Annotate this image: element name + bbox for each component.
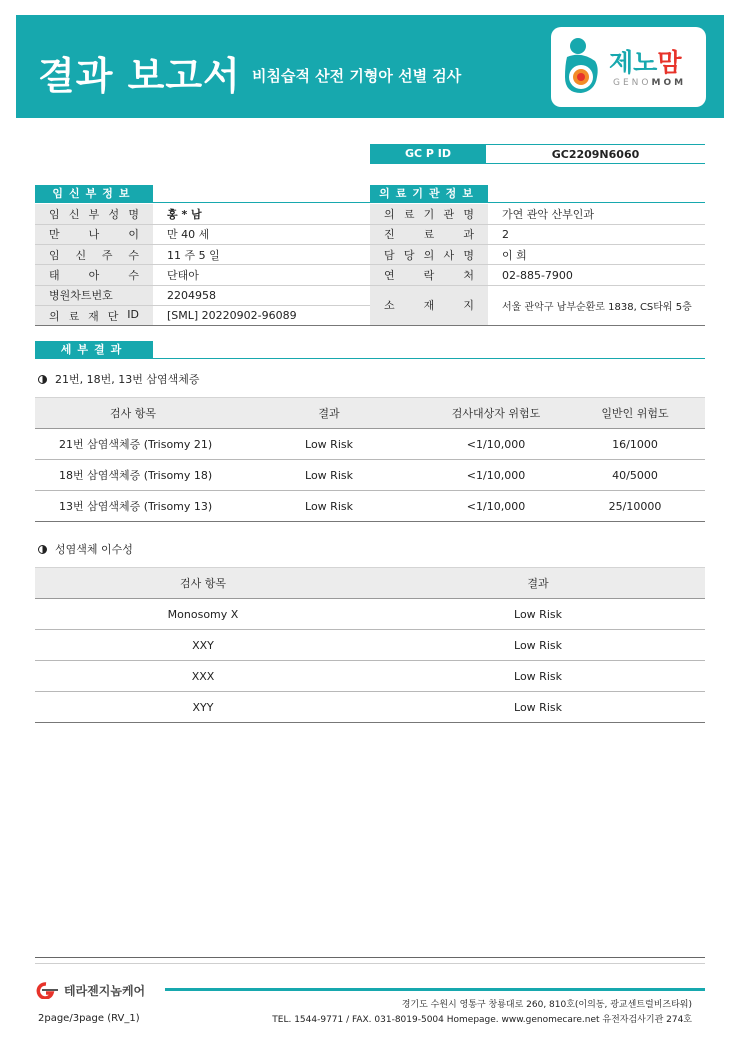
cell: 21번 삼염색체증 (Trisomy 21) [35, 429, 231, 460]
institution-dept: 2 [488, 224, 705, 244]
patient-name: 홍 * 남 [153, 204, 370, 224]
company-address: 경기도 수원시 영통구 창룡대로 260, 810호(이의동, 광교센트럴비즈타워) [401, 1000, 692, 1010]
cell: Low Risk [231, 491, 427, 522]
cell: XXX [35, 661, 371, 692]
patient-age: 만 40 세 [153, 224, 370, 244]
institution-label: 의 료 기 관 명 [370, 204, 488, 224]
col-header: 검사 항목 [35, 568, 371, 599]
institution-row [370, 224, 705, 244]
terragen-logo [32, 981, 145, 999]
logo-name-accent: 맘 [657, 48, 682, 77]
patient-row [35, 305, 370, 325]
patient-label: 의 료 재 단 ID [35, 305, 153, 325]
gcp-id-row [370, 144, 705, 164]
table-row [35, 661, 705, 692]
gcp-id-value: GC2209N6060 [486, 144, 705, 164]
patient-chart-no: 2204958 [153, 285, 370, 305]
logo-en-main: GENO [613, 78, 652, 88]
detail-section-title: 세부결과 [35, 341, 153, 359]
footer-divider-light [35, 963, 705, 964]
col-header: 일반인 위험도 [565, 398, 705, 429]
patient-row [35, 204, 370, 224]
institution-doctor: 이 희 [488, 245, 705, 265]
col-header: 검사 항목 [35, 398, 231, 429]
col-header: 결과 [231, 398, 427, 429]
genomom-logo [551, 27, 706, 107]
patient-label: 임 신 부 성 명 [35, 204, 153, 224]
institution-row [370, 245, 705, 265]
table-header-row [35, 398, 705, 429]
patient-section-bar [35, 185, 370, 203]
gcp-id-label: GC P ID [370, 144, 486, 164]
patient-label: 임 신 주 수 [35, 245, 153, 265]
institution-info-table [370, 204, 705, 326]
cell: Low Risk [371, 692, 705, 723]
cell: <1/10,000 [427, 429, 565, 460]
cell: Low Risk [371, 661, 705, 692]
institution-row [370, 204, 705, 224]
cell: XXY [35, 630, 371, 661]
institution-address: 서울 관악구 남부순환로 1838, CS타워 5층 [488, 285, 705, 326]
terragen-g-icon [32, 981, 60, 999]
page-number: 2page/3page (RV_1) [38, 1013, 140, 1024]
table-row [35, 429, 705, 460]
report-subtitle: 비침습적 산전 기형아 선별 검사 [252, 67, 462, 85]
company-contact: TEL. 1544-9771 / FAX. 031-8019-5004 Homepage. www.genomecare.net 유전자검사기관 274호 [272, 1015, 692, 1025]
institution-section-bar [370, 185, 705, 203]
table-row [35, 491, 705, 522]
report-title: 결과 보고서 [38, 54, 241, 98]
patient-label: 태 아 수 [35, 265, 153, 285]
table-row [35, 599, 705, 630]
sex-chrom-table [35, 567, 705, 723]
cell: <1/10,000 [427, 491, 565, 522]
table-header-row [35, 568, 705, 599]
patient-row [35, 224, 370, 244]
institution-row [370, 265, 705, 285]
logo-name-main: 제노 [609, 48, 658, 77]
institution-label: 진 료 과 [370, 224, 488, 244]
patient-foundation-id: [SML] 20220902-96089 [153, 305, 370, 325]
table-row [35, 630, 705, 661]
table-row [35, 692, 705, 723]
genomom-mother-icon [561, 37, 601, 97]
half-circle-icon [38, 375, 47, 384]
cell: <1/10,000 [427, 460, 565, 491]
cell: 40/5000 [565, 460, 705, 491]
institution-label: 연 락 처 [370, 265, 488, 285]
trisomy-heading-text: 21번, 18번, 13번 삼염색체증 [55, 373, 200, 386]
patient-row [35, 265, 370, 285]
cell: XYY [35, 692, 371, 723]
institution-section-title: 의료기관정보 [370, 185, 488, 203]
cell: 25/10000 [565, 491, 705, 522]
institution-phone: 02-885-7900 [488, 265, 705, 285]
col-header: 결과 [371, 568, 705, 599]
cell: 13번 삼염색체증 (Trisomy 13) [35, 491, 231, 522]
patient-label: 병원차트번호 [35, 285, 153, 305]
company-name: 테라젠지놈케어 [64, 983, 146, 998]
trisomy-heading [38, 371, 199, 387]
sex-chrom-heading [38, 541, 133, 557]
cell: 18번 삼염색체증 (Trisomy 18) [35, 460, 231, 491]
institution-name: 가연 관악 산부인과 [488, 204, 705, 224]
patient-gest-week: 11 주 5 일 [153, 245, 370, 265]
detail-section-bar [35, 341, 705, 359]
institution-label: 소 재 지 [370, 285, 488, 326]
cell: Low Risk [371, 599, 705, 630]
col-header: 검사대상자 위험도 [427, 398, 565, 429]
cell: Monosomy X [35, 599, 371, 630]
patient-row [35, 285, 370, 305]
report-header [16, 15, 724, 118]
table-row [35, 460, 705, 491]
footer-divider [35, 957, 705, 958]
cell: 16/1000 [565, 429, 705, 460]
trisomy-table [35, 397, 705, 522]
half-circle-icon [38, 545, 47, 554]
logo-en-accent: MOM [651, 78, 687, 88]
cell: Low Risk [231, 460, 427, 491]
cell: Low Risk [371, 630, 705, 661]
institution-row [370, 285, 705, 326]
institution-label: 담 당 의 사 명 [370, 245, 488, 265]
sex-chrom-heading-text: 성염색체 이수성 [55, 543, 133, 556]
cell: Low Risk [231, 429, 427, 460]
patient-section-title: 임신부정보 [35, 185, 153, 203]
patient-label: 만 나 이 [35, 224, 153, 244]
footer-accent-bar [165, 988, 705, 991]
patient-fetus-count: 단태아 [153, 265, 370, 285]
patient-row [35, 245, 370, 265]
patient-info-table [35, 204, 370, 326]
